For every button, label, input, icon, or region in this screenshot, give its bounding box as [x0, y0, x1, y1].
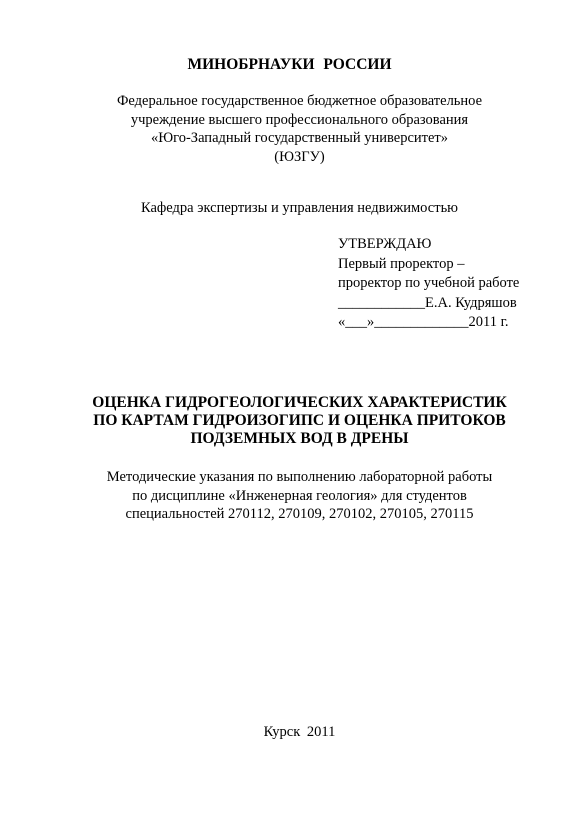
document-title [10, 394, 579, 448]
approval-heading: УТВЕРЖДАЮ [338, 236, 432, 252]
approval-position-detail: проректор по учебной работе [338, 275, 520, 291]
description-line: по дисциплине «Инженерная геология» для студентов [132, 487, 467, 504]
approval-signature-line: ____________Е.А. Кудряшов [338, 294, 517, 311]
ministry-heading: МИНОБРНАУКИ РОССИИ [187, 56, 392, 73]
approval-block [338, 235, 519, 333]
approval-position: Первый проректор – [338, 255, 465, 272]
institution-line: Федеральное государственное бюджетное образовательное [116, 93, 483, 109]
institution-line: учреждение высшего профессионального образования [130, 111, 469, 128]
description-line: специальностей 270112, 270109, 270102, 270105, 270115 [125, 506, 474, 522]
title-line: ПО КАРТАМ ГИДРОИЗОГИПС И ОЦЕНКА ПРИТОКОВ [93, 412, 506, 429]
department-name: Кафедра экспертизы и управления недвижимостью [140, 200, 459, 216]
city-year: Курск 2011 [263, 724, 336, 740]
title-line: ПОДЗЕМНЫХ ВОД В ДРЕНЫ [190, 430, 409, 447]
approval-date-line: «___»_____________2011 г. [338, 314, 509, 330]
document-description [10, 468, 579, 524]
institution-abbreviation: (ЮЗГУ) [274, 148, 325, 165]
description-line: Методические указания по выполнению лабораторной работы [106, 469, 493, 485]
institution-block [10, 92, 579, 166]
title-line: ОЦЕНКА ГИДРОГЕОЛОГИЧЕСКИХ ХАРАКТЕРИСТИК [92, 394, 507, 411]
institution-line: «Юго-Западный государственный университет» [150, 130, 449, 146]
